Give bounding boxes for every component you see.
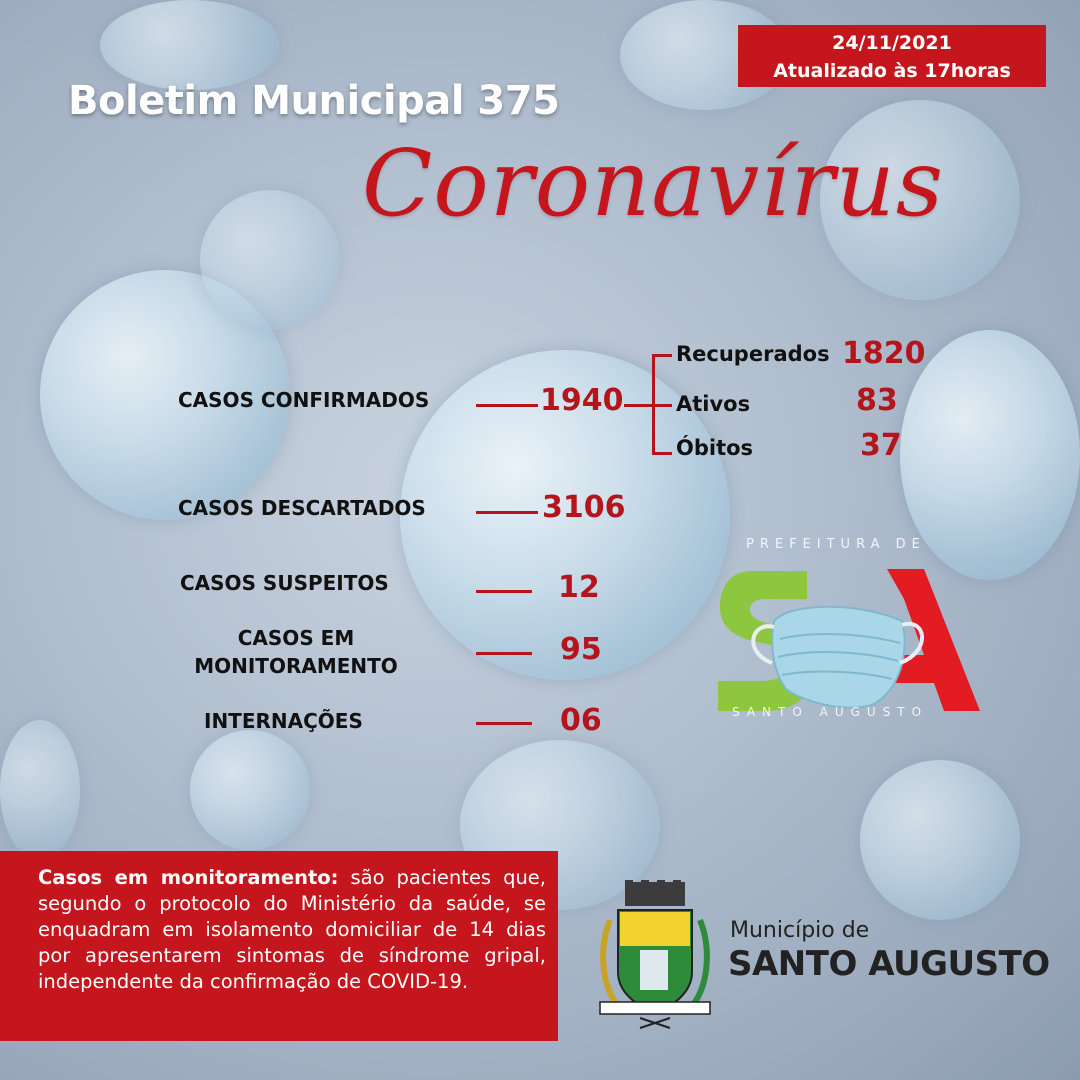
connector-line (624, 404, 654, 407)
municipality-name: SANTO AUGUSTO (728, 944, 1050, 984)
monitoring-value: 95 (560, 632, 602, 667)
logo-bottom-text: SANTO AUGUSTO (732, 705, 929, 719)
note-heading: Casos em monitoramento: (38, 866, 339, 889)
hospitalizations-value: 06 (560, 703, 602, 738)
confirmed-value: 1940 (540, 383, 624, 418)
confirmed-label: CASOS CONFIRMADOS (178, 388, 430, 412)
monitoring-label (178, 624, 414, 680)
connector-line (476, 722, 532, 725)
connector-line (476, 511, 538, 514)
active-value: 83 (856, 383, 898, 418)
discarded-label: CASOS DESCARTADOS (178, 496, 426, 520)
date-text: 24/11/2021 (832, 32, 952, 54)
municipality-line1: Município de (730, 918, 870, 943)
bulletin-title: Boletim Municipal 375 (68, 78, 560, 124)
virus-particle-decoration (0, 720, 80, 860)
hospitalizations-label: INTERNAÇÕES (204, 709, 363, 733)
virus-particle-decoration (860, 760, 1020, 920)
municipal-crest-icon (590, 880, 720, 1030)
connector-line (476, 652, 532, 655)
active-label: Ativos (676, 392, 751, 416)
update-time-text: Atualizado às 17horas (773, 60, 1011, 82)
monitoring-label-line1: CASOS EM (237, 626, 355, 650)
virus-particle-decoration (100, 0, 280, 90)
note-body: são pacientes que, segundo o protocolo do Ministério da saúde, se enquadram em isolamento domiciliar de 14 dias por apresentarem sintomas de síndrome gripal, independente da confirmação de COVID-19. (38, 866, 547, 993)
connector-line (652, 452, 672, 455)
sa-logo-icon (712, 551, 982, 721)
virus-particle-decoration (190, 730, 310, 850)
suspects-value: 12 (558, 570, 600, 605)
deaths-value: 37 (860, 428, 902, 463)
recovered-label: Recuperados (676, 342, 830, 366)
coronavirus-title: Coronavírus (362, 130, 945, 237)
discarded-value: 3106 (542, 490, 626, 525)
connector-line (476, 404, 538, 407)
prefeitura-logo (712, 535, 982, 725)
virus-particle-decoration (200, 190, 340, 330)
connector-line (652, 404, 672, 407)
recovered-value: 1820 (842, 336, 926, 371)
deaths-label: Óbitos (676, 436, 754, 460)
monitoring-explanation-box (0, 851, 558, 1041)
date-badge (738, 25, 1046, 87)
connector-line (476, 590, 532, 593)
suspects-label: CASOS SUSPEITOS (180, 571, 389, 595)
monitoring-label-line2: MONITORAMENTO (194, 654, 398, 678)
logo-top-text: PREFEITURA DE (746, 537, 926, 552)
connector-line (652, 354, 672, 357)
